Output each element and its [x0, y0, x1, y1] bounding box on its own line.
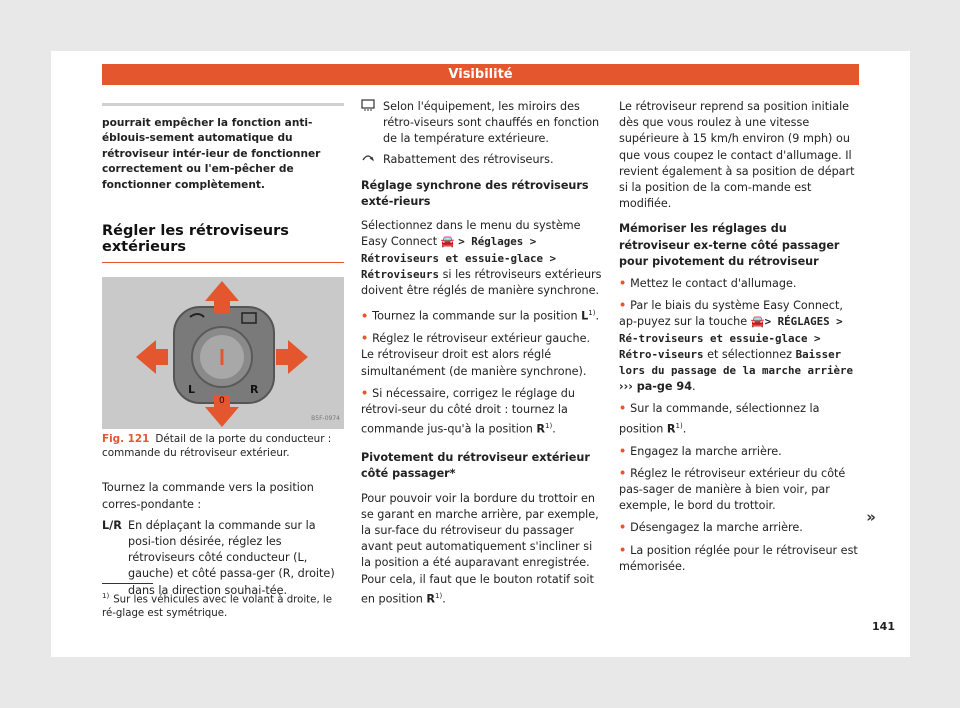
car-icon: 🚘 [440, 235, 455, 249]
list-item: • Réglez le rétroviseur extérieur gauche. Le rétroviseur droit est alors réglé simultanément (de manière synchrone). [361, 332, 591, 378]
passenger-title: Pivotement du rétroviseur extérieur côté passager* [361, 451, 590, 481]
warning-box: pourrait empêcher la fonction anti-éblouis-sement automatique du rétroviseur intér-ieur de fonctionner correctement ou l'em-pêcher de fonctionner complètement. [102, 103, 344, 201]
footnote: $^{1)}$ Sur les véhicules avec le volant à droite, le ré-glage est symétrique. [102, 592, 333, 620]
list-item: • Tournez la commande sur la position $L^{1)}$. [361, 309, 599, 323]
manual-page [51, 51, 910, 657]
column-3 [619, 99, 861, 575]
page-reference[interactable]: ››› pa-ge 94 [619, 380, 692, 394]
return-text: Le rétroviseur reprend sa position initiale dès que vous roulez à une vitesse supérieure à 15 km/h environ (9 mph) ou que vous coupez le contact d'allumage. Il revient également à sa position de départ si la position de la com-mande est modifiée. [619, 100, 855, 211]
fold-row: Rabattement des rétroviseurs. [361, 152, 603, 169]
lr-definition [102, 518, 344, 599]
svg-text:0: 0 [219, 396, 225, 407]
list-item: • Sur la commande, sélectionnez la position $R^{1)}$. [619, 402, 820, 436]
svg-text:L: L [188, 383, 196, 397]
list-item: • Engagez la marche arrière. [619, 444, 782, 458]
car-icon: 🚘 [750, 315, 765, 329]
svg-text:R: R [250, 383, 259, 397]
figure-number: Fig. 121 [102, 433, 150, 446]
passenger-text: Pour pouvoir voir la bordure du trottoir en se garant en marche arrière, par exemple, la sur-face du rétroviseur du passager avant peut automatiquement s'incliner si la position a été auparavant enregistrée. Pour cela, il faut que le bouton rotatif soit en position $R^{1)}$. [361, 491, 599, 606]
list-item: • Réglez le rétroviseur extérieur du côté pas-sager de manière à bien voir, par exemple, le bord du trottoir. [619, 466, 846, 513]
mirror-fold-icon [361, 152, 383, 169]
list-item: • Mettez le contact d'allumage. [619, 277, 797, 291]
heating-row: Selon l'équipement, les miroirs des rétro-viseurs sont chauffés en fonction de la température extérieure. [361, 99, 603, 148]
continue-marker: » [866, 508, 876, 526]
page-number: 141 [872, 620, 895, 633]
sync-text: Sélectionnez dans le menu du système Easy Connect 🚘 > Réglages > Rétroviseurs et essuie-glace > Rétroviseurs si les rétroviseurs extérieurs doivent être réglés de manière synchrone. [361, 219, 602, 298]
list-item: • Si nécessaire, corrigez le réglage du rétrovi-seur du côté droit : tournez la commande jus-qu'à la position $R^{1)}$. [361, 386, 575, 436]
column-1 [102, 103, 344, 599]
list-item: • Désengagez la marche arrière. [619, 521, 803, 535]
lr-label: L/R [102, 518, 122, 532]
list-item: • La position réglée pour le rétroviseur est mémorisée. [619, 543, 858, 573]
memo-title: Mémoriser les réglages du rétroviseur ex-terne côté passager pour pivotement du rétroviseur [619, 222, 840, 268]
figure-code: B5F-0974 [311, 415, 340, 423]
intro-text: Tournez la commande vers la position corres-pondante : [102, 481, 314, 511]
mirror-heating-icon [361, 99, 383, 148]
footnote-rule [102, 583, 153, 584]
page-header: Visibilité [102, 64, 859, 85]
mirror-control-illustration [102, 277, 344, 429]
column-2 [361, 99, 603, 608]
sync-title: Réglage synchrone des rétroviseurs exté-rieurs [361, 178, 589, 209]
figure-caption: Fig. 121 Détail de la porte du conducteur : commande du rétroviseur extérieur. [102, 433, 332, 459]
list-item: • Par le biais du système Easy Connect, ap-puyez sur la touche 🚘> RÉGLAGES > Ré-troviseurs et essuie-glace > Rétro-viseurs et sélectionnez Baisser lors du passage de la marche arrière ››› pa-ge 94. [619, 299, 854, 394]
section-title: Régler les rétroviseurs extérieurs [102, 223, 344, 263]
figure-mirror-control [102, 277, 344, 429]
lr-text: En déplaçant la commande sur la posi-tion désirée, réglez les rétroviseurs côté conducteur (L, gauche) et côté passa-ger (R, droite) dans la direction souhai-tée. [128, 518, 335, 597]
